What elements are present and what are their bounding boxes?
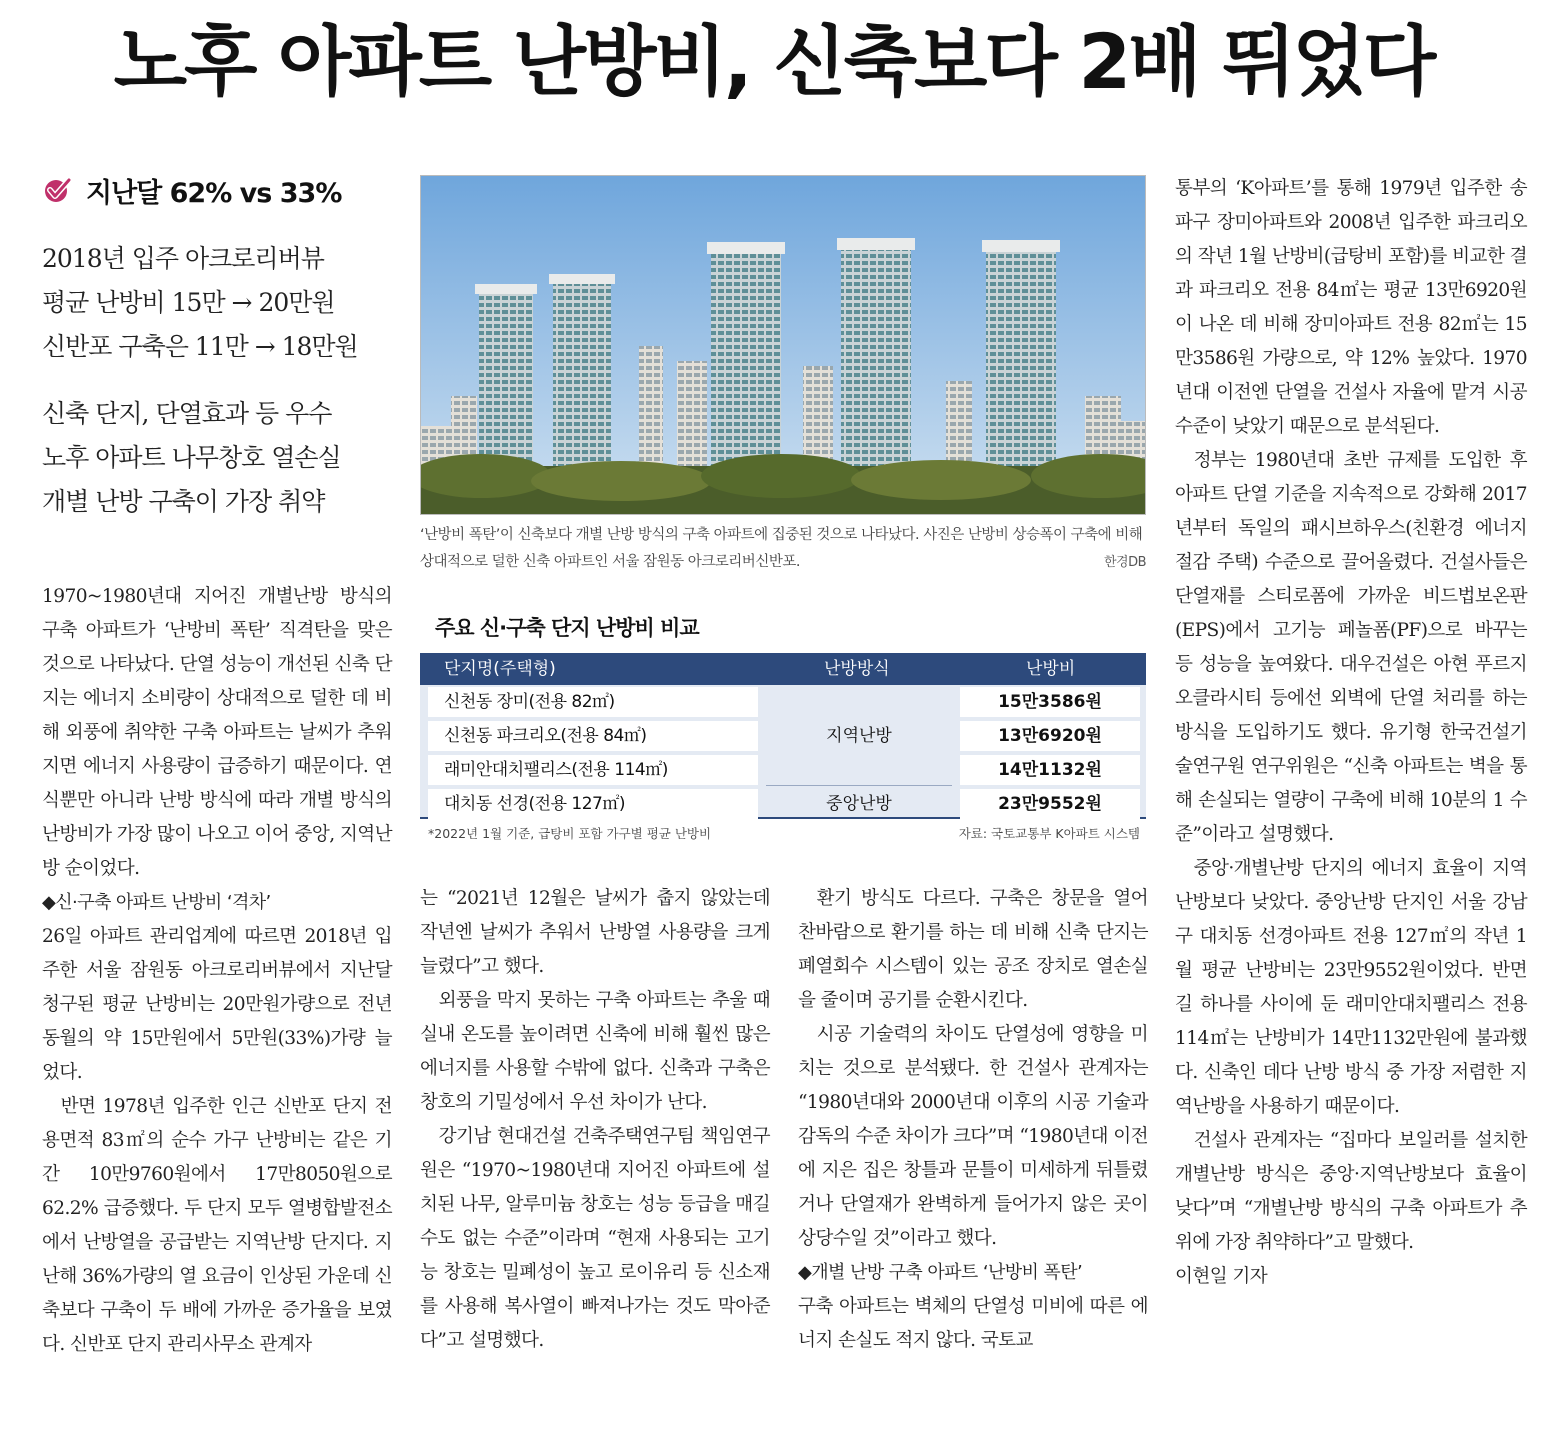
section-subhead: ◆신·구축 아파트 난방비 ‘격차’: [42, 892, 271, 913]
check-circle-icon: [42, 175, 72, 205]
paragraph: 26일 아파트 관리업계에 따르면 2018년 입주한 서울 잠원동 아크로리버뷰에서 지난달 청구된 평균 난방비는 20만원가량으로 전년 동월의 약 15만원에서 5만원(33%)가량 늘었다.: [42, 926, 392, 1083]
table-title: 주요 신·구축 단지 난방비 비교: [435, 616, 699, 640]
paragraph: 환기 방식도 다르다. 구축은 창문을 열어 찬바람으로 환기를 하는 데 비해 신축 단지는 폐열회수 시스템이 있는 공조 장치로 열손실을 줄이며 공기를 순환시킨다.: [798, 888, 1148, 1011]
paragraph: 강기남 현대건설 건축주택연구팀 책임연구원은 “1970~1980년대 지어진 아파트에 설치된 나무, 알루미늄 창호는 성능 등급을 매길 수도 없는 수준”이라며 “현재 사용되는 고기능 창호는 밀폐성이 높고 로이유리 등 신소재를 사용해 복사열이 빠져나가는 것도 막아준다”고 설명했다.: [420, 1126, 770, 1351]
section-subhead: ◆개별 난방 구축 아파트 ‘난방비 폭탄’: [798, 1262, 1083, 1283]
paragraph: 1970~1980년대 지어진 개별난방 방식의 구축 아파트가 ‘난방비 폭탄’ 직격탄을 맞은 것으로 나타났다. 단열 성능이 개선된 신축 단지는 에너지 소비량이 상대적으로 덜한 데 비해 외풍에 취약한 구축 아파트는 날씨가 추워지면 에너지 사용량이 급증하기 때문이다. 연식뿐만 아니라 난방 방식에 따라 개별 방식의 난방비가 가장 많이 나오고 이어 중앙, 지역난방 순이었다.: [42, 586, 392, 879]
paragraph: 반면 1978년 입주한 인근 신반포 단지 전용면적 83㎡의 순수 가구 난방비는 같은 기간 10만9760원에서 17만8050원으로 62.2% 급증했다. 두 단지 모두 열병합발전소에서 난방열을 공급받는 지역난방 단지다. 지난해 36%가량의 열 요금이 인상된 가운데 신축보다 구축이 두 배에 가까운 증가율을 보였다. 신반포 단지 관리사무소 관계자: [42, 1096, 392, 1355]
subhead-line: 신반포 구축은 11만 → 18만원: [42, 332, 358, 361]
paragraph: 중앙·개별난방 단지의 에너지 효율이 지역난방보다 낮았다. 중앙난방 단지인 서울 강남구 대치동 선경아파트 전용 127㎡의 작년 1월 평균 난방비는 23만9552원이었다. 반면 길 하나를 사이에 둔 래미안대치팰리스 전용 114㎡는 난방비가 14만1132만원에 불과했다. 신축인 데다 난방 방식 중 가장 저렴한 지역난방을 사용하기 때문이다.: [1175, 858, 1527, 1117]
paragraph: 구축 아파트는 벽체의 단열성 미비에 따른 에너지 손실도 적지 않다. 국토교: [798, 1296, 1148, 1351]
subhead-line: 노후 아파트 나무창호 열손실: [42, 443, 341, 472]
col-header-cost: 난방비: [1026, 659, 1076, 679]
kicker-text: 지난달 62% vs 33%: [86, 177, 342, 209]
heating-method-central: 중앙난방: [826, 794, 892, 814]
subheads-group-2: [42, 392, 392, 524]
footnote-text: *2022년 1월 기준, 급탕비 포함 가구별 평균 난방비: [428, 826, 712, 841]
caption-text: ‘난방비 폭탄’이 신축보다 개별 난방 방식의 구축 아파트에 집중된 것으로 나타났다. 사진은 난방비 상승폭이 구축에 비해 상대적으로 덜한 신축 아파트인 서울 잠원동 아크로리버신반포.: [420, 527, 1143, 570]
table-row-name: 신천동 파크리오(전용 84㎡): [428, 721, 758, 751]
subhead-line: 개별 난방 구축이 가장 취약: [42, 487, 325, 516]
table-row-cost: 23만9552원: [960, 789, 1140, 819]
photo-caption: [420, 522, 1146, 576]
subheads-group-1: [42, 237, 392, 369]
subhead-line: 신축 단지, 단열효과 등 우수: [42, 399, 332, 428]
table-source: 자료: 국토교통부 K아파트 시스템: [958, 826, 1140, 841]
paragraph: 시공 기술력의 차이도 단열성에 영향을 미치는 것으로 분석됐다. 한 건설사 관계자는 “1980년대와 2000년대 이후의 시공 기술과 감독의 수준 차이가 크다”며 “1980년대 이전에 지은 집은 창틀과 문틀이 미세하게 뒤틀렸거나 단열재가 완벽하게 들어가지 않은 곳이 상당수일 것”이라고 했다.: [798, 1024, 1148, 1249]
subhead-line: 2018년 입주 아크로리버뷰: [42, 244, 324, 273]
paragraph: 외풍을 막지 못하는 구축 아파트는 추울 때 실내 온도를 높이려면 신축에 비해 훨씬 많은 에너지를 사용할 수밖에 없다. 신축과 구축은 창호의 기밀성에서 우선 차이가 난다.: [420, 990, 770, 1113]
table-row-cost: 15만3586원: [960, 687, 1140, 717]
table-header: [420, 653, 1146, 685]
byline: 이현일 기자: [1175, 1266, 1268, 1287]
col-header-name: 단지명(주택형): [444, 659, 556, 679]
photo-credit: 한경DB: [1103, 555, 1146, 570]
article-column-1: [42, 580, 392, 1362]
table-footnote: [428, 824, 1140, 842]
paragraph: 는 “2021년 12월은 날씨가 춥지 않았는데 작년엔 날씨가 추워서 난방열 사용량을 크게 늘렸다”고 했다.: [420, 888, 770, 977]
subhead-line: 평균 난방비 15만 → 20만원: [42, 288, 335, 317]
article-column-3: [798, 882, 1148, 1358]
headline: 노후 아파트 난방비, 신축보다 2배 뛰었다: [113, 17, 1434, 106]
apartment-photo: [420, 175, 1146, 515]
article-column-2: [420, 882, 770, 1358]
table-row-name: 대치동 선경(전용 127㎡): [428, 789, 758, 819]
paragraph: 건설사 관계자는 “집마다 보일러를 설치한 개별난방 방식은 중앙·지역난방보다 효율이 낮다”며 “개별난방 방식의 구축 아파트가 추위에 가장 취약하다”고 말했다.: [1175, 1130, 1527, 1253]
paragraph: 정부는 1980년대 초반 규제를 도입한 후 아파트 단열 기준을 지속적으로 강화해 2017년부터 독일의 패시브하우스(친환경 에너지절감 주택) 수준으로 끌어올렸다. 건설사들은 단열재를 스티로폼에 가까운 비드법보온판(EPS)에서 고기능 페놀폼(PF)으로 바꾸는 등 성능을 높여왔다. 대우건설은 아현 푸르지오클라시티 등에선 외벽에 단열 처리를 하는 방식을 도입하기도 했다. 유기형 한국건설기술연구원 연구위원은 “신축 아파트는 벽을 통해 손실되는 열량이 구축에 비해 10분의 1 수준”이라고 설명했다.: [1175, 450, 1527, 845]
heating-cost-table: [420, 653, 1146, 819]
article-column-4: [1175, 172, 1527, 1294]
table-row-name: 신천동 장미(전용 82㎡): [428, 687, 758, 717]
paragraph: 통부의 ‘K아파트’를 통해 1979년 입주한 송파구 장미아파트와 2008년 입주한 파크리오의 작년 1월 난방비(급탕비 포함)를 비교한 결과 파크리오 전용 84㎡는 평균 13만6920원이 나온 데 비해 장미아파트 전용 82㎡는 15만3586원 가량으로, 약 12% 높았다. 1970년대 이전엔 단열을 건설사 자율에 맡겨 시공 수준이 낮았기 때문으로 분석된다.: [1175, 178, 1527, 437]
kicker: [42, 168, 341, 212]
table-row-cost: 14만1132원: [960, 755, 1140, 785]
col-header-method: 난방방식: [824, 659, 890, 679]
heating-method-district: 지역난방: [826, 726, 892, 746]
table-row-name: 래미안대치팰리스(전용 114㎡): [428, 755, 758, 785]
table-row-cost: 13만6920원: [960, 721, 1140, 751]
table-body: [420, 685, 1146, 819]
